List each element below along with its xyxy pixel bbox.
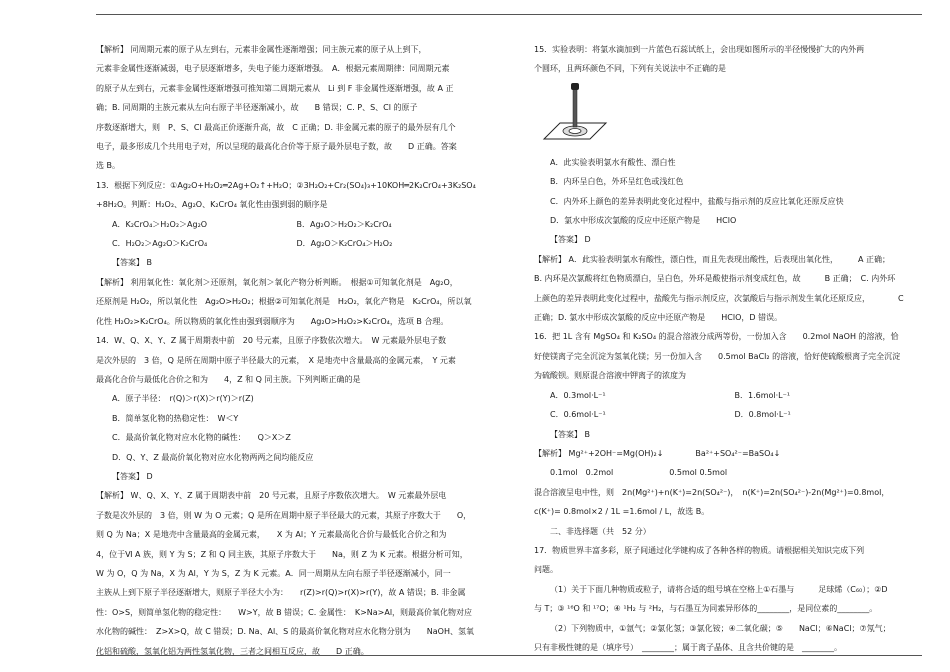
text-line: 则 Q 为 Na；X 是地壳中含量最高的金属元素， X 为 Al；Y 元素最高化合价与最低化合价之和为 (96, 530, 447, 540)
left-column (96, 40, 481, 661)
text-line: 与 T；③ ¹⁶O 和 ¹⁷O；④ ¹H₂ 与 ²H₂，与石墨互为同素异形体的________，是同位素的________。 (534, 604, 878, 614)
text-line: 【解析】 A．此实验表明氯水有酸性，漂白性，而且先表现出酸性，后表现出氧化性， A 正确； (534, 254, 891, 264)
question-13-stem: +8H₂O。判断：H₂O₂、Ag₂O、K₂CrO₄ 氧化性由强到弱的顺序是 (96, 200, 328, 210)
text-line: 【解析】 同周期元素的原子从左到右，元素非金属性逐渐增强；同主族元素的原子从上到下， (96, 45, 427, 54)
text-line: 电子，最多形成几个共用电子对，所以呈现的最高化合价等于原子最外层电子数，故 D 正确。答案 (96, 142, 457, 152)
option-c: C．H₂O₂＞Ag₂O＞K₂CrO₄ (112, 239, 208, 249)
answer-label: 【答案】 D (550, 235, 591, 245)
question-16-stem: 16．把 1L 含有 MgSO₄ 和 K₂SO₄ 的混合溶液分成两等份，一份加入含 0.2mol NaOH 的溶液，恰 (534, 332, 899, 342)
options-row (96, 215, 481, 234)
answer-label: 【答案】 D (112, 471, 153, 481)
text-line: 【解析】 利用氧化性：氧化剂＞还原剂，氧化剂＞氧化产物分析判断。 根据①可知氧化剂是 Ag₂O， (96, 277, 458, 287)
option-a: A．原子半径： r(Q)＞r(X)＞r(Y)＞r(Z) (112, 394, 254, 404)
answer-label: 【答案】 B (550, 429, 591, 439)
question-17-stem: 问题。 (534, 565, 558, 575)
text-line: 0.1mol 0.2mol 0.5mol 0.5mol (534, 468, 728, 478)
question-15-stem: 15．实验表明：将氯水滴加到一片蓝色石蕊试纸上，会出现如图所示的半径慢慢扩大的内外两 (534, 45, 865, 54)
text-line: 【解析】 W、Q、X、Y、Z 属于周期表中前 20 号元素，且原子序数依次增大。 W 元素最外层电 (96, 491, 447, 501)
text-line: 化铝和硫酸，氢氧化铝为两性氢氧化物，三者之间相互反应，故 D 正确。 (96, 646, 369, 656)
options-row (534, 405, 919, 424)
text-line: 混合溶液呈电中性，则 2n(Mg²⁺)+n(K⁺)=2n(SO₄²⁻)， n(K⁺)=2n(SO₄²⁻)-2n(Mg²⁺)=0.8mol， (534, 487, 890, 497)
text-line: 确；B. 同周期的主族元素从左向右原子半径逐渐减小，故 B 错误；C. P、S、Cl 的原子 (96, 103, 418, 113)
question-14-stem: 最高化合价与最低化合价之和为 4，Z 和 Q 同主族。下列判断正确的是 (96, 374, 361, 384)
dropper-on-paper-illustration (540, 81, 612, 151)
text-line: 子数是次外层的 3 倍，则 W 为 O 元素；Q 是所在周期中原子半径最大的元素，其原子序数大于 O， (96, 510, 472, 520)
text-line: 性：O>S，则简单氢化物的稳定性： W>Y，故 B 错误；C. 金属性： K>Na>Al，则最高价氧化物对应 (96, 607, 473, 617)
option-d: D．Q、Y、Z 最高价氧化物对应水化物两两之间均能反应 (112, 452, 314, 462)
text-line: W 为 O，Q 为 Na，X 为 Al，Y 为 S，Z 为 K 元素。A．同一周期从左向右原子半径逐渐减小，同一 (96, 568, 451, 578)
question-14-stem: 是次外层的 3 倍，Q 是所在周期中原子半径最大的元素， X 是地壳中含量最高的金属元素， Y 元素 (96, 355, 456, 365)
option-b: B．Ag₂O＞H₂O₂＞K₂CrO₄ (296, 219, 392, 229)
text-line: 化性 H₂O₂>K₂CrO₄。所以物质的氧化性由强到弱顺序为 Ag₂O>H₂O₂>K₂CrO₄，选项 B 合理。 (96, 316, 449, 326)
question-15-stem: 个圆环，且两环颜色不同，下列有关说法中不正确的是 (534, 64, 726, 74)
question-13-stem: 13．根据下列反应：①Ag₂O+H₂O₂═2Ag+O₂↑+H₂O；②3H₂O₂+Cr₂(SO₄)₃+10KOH═2K₂CrO₄+3K₂SO₄ (96, 180, 476, 190)
text-line: 还原剂是 H₂O₂，所以氧化性 Ag₂O>H₂O₂；根据②可知氧化剂是 H₂O₂，氧化产物是 K₂CrO₄，所以氧 (96, 297, 472, 307)
text-line: 元素非金属性逐渐减弱，电子层逐渐增多，失电子能力逐渐增强。 A．根据元素周期律：同周期元素 (96, 64, 450, 74)
text-line: c(K⁺)= 0.8mol×2 / 1L =1.6mol / L，故选 B。 (534, 507, 710, 517)
text-line: 的原子从左到右，元素非金属性逐渐增强可推知第二周期元素从 Li 到 F 非金属性逐渐增强，故 A 正 (96, 83, 454, 93)
option-a: A．0.3mol·L⁻¹ (550, 390, 606, 400)
text-line: 选 B。 (96, 161, 121, 171)
text-line: （1）关于下面几种物质或粒子，请将合适的组号填在空格上①石墨与 足球烯（C₆₀）；②D (550, 584, 888, 594)
section-heading: 二、非选择题（共 52 分） (550, 526, 651, 536)
option-c: C．最高价氧化物对应水化物的碱性： Q＞X＞Z (112, 433, 291, 443)
answer-label: 【答案】 B (112, 258, 153, 268)
text-line: 主族从上到下原子半径逐渐增大，则原子半径大小为： r(Z)>r(Q)>r(X)>r(Y)，故 A 错误；B. 非金属 (96, 588, 466, 598)
option-a: A．此实验表明氯水有酸性、漂白性 (550, 157, 676, 167)
text-line: 【解析】 Mg²⁺+2OH⁻=Mg(OH)₂↓ Ba²⁺+SO₄²⁻=BaSO₄↓ (534, 448, 781, 458)
question-16-stem: 好使镁离子完全沉淀为氢氧化镁；另一份加入含 0.5mol BaCl₂ 的溶液，恰好使硫酸根离子完全沉淀 (534, 351, 901, 361)
question-17-stem: 17．物质世界丰富多彩，原子间通过化学键构成了各种各样的物质。请根据相关知识完成下列 (534, 545, 865, 555)
test-paper-figure (534, 79, 919, 153)
text-line: 4，位于Ⅵ A 族，则 Y 为 S；Z 和 Q 同主族，其原子序数大于 Na，则 Z 为 K 元素。根据分析可知， (96, 549, 468, 559)
option-c: C．0.6mol·L⁻¹ (550, 410, 606, 420)
text-line: B. 内环是次氯酸将红色物质漂白，呈白色，外环是酸使指示剂变成红色，故 B 正确； C. 内外环 (534, 274, 896, 284)
top-rule (96, 14, 922, 15)
text-line: 正确；D. 氯水中形成次氯酸的反应中还原产物是 HClO，D 错误。 (534, 313, 783, 323)
options-row (534, 386, 919, 405)
question-14-stem: 14．W、Q、X、Y、Z 属于周期表中前 20 号元素，且原子序数依次增大。 W 元素最外层电子数 (96, 336, 446, 346)
option-a: A．K₂CrO₄＞H₂O₂＞Ag₂O (112, 219, 208, 229)
text-line: 只有非极性键的是（填序号） ________；属于离子晶体、且含共价键的是 ________。 (534, 642, 842, 652)
option-d: D．Ag₂O＞K₂CrO₄＞H₂O₂ (296, 239, 393, 249)
right-column (534, 40, 919, 657)
option-d: D．氯水中形成次氯酸的反应中还原产物是 HClO (550, 216, 737, 226)
option-d: D．0.8mol·L⁻¹ (734, 410, 791, 420)
option-b: B．简单氢化物的热稳定性： W＜Y (112, 413, 239, 423)
text-line: 上颜色的差异表明此变化过程中，盐酸先与指示剂反应，次氯酸后与指示剂发生氧化还原反应， C (534, 293, 904, 303)
options-row (96, 234, 481, 253)
text-line: 序数逐渐增大，则 P、S、Cl 最高正价逐渐升高，故 C 正确；D. 非金属元素的原子的最外层有几个 (96, 122, 456, 132)
option-b: B．1.6mol·L⁻¹ (734, 390, 791, 400)
question-16-stem: 为硫酸钡。则原混合溶液中钾离子的浓度为 (534, 371, 686, 381)
option-b: B．内环呈白色，外环呈红色或浅红色 (550, 177, 684, 187)
text-line: 水化物的碱性： Z>X>Q，故 C 错误；D. Na、Al、S 的最高价氧化物对应水化物分别为 NaOH、氢氧 (96, 627, 474, 637)
text-line: （2）下列物质中，①氩气；②氯化氢；③氯化铵；④二氧化碳；⑤ NaCl；⑥NaCl；⑦氖气； (550, 623, 891, 633)
option-c: C．内外环上颜色的差异表明此变化过程中，盐酸与指示剂的反应比氧化还原反应快 (550, 196, 844, 206)
